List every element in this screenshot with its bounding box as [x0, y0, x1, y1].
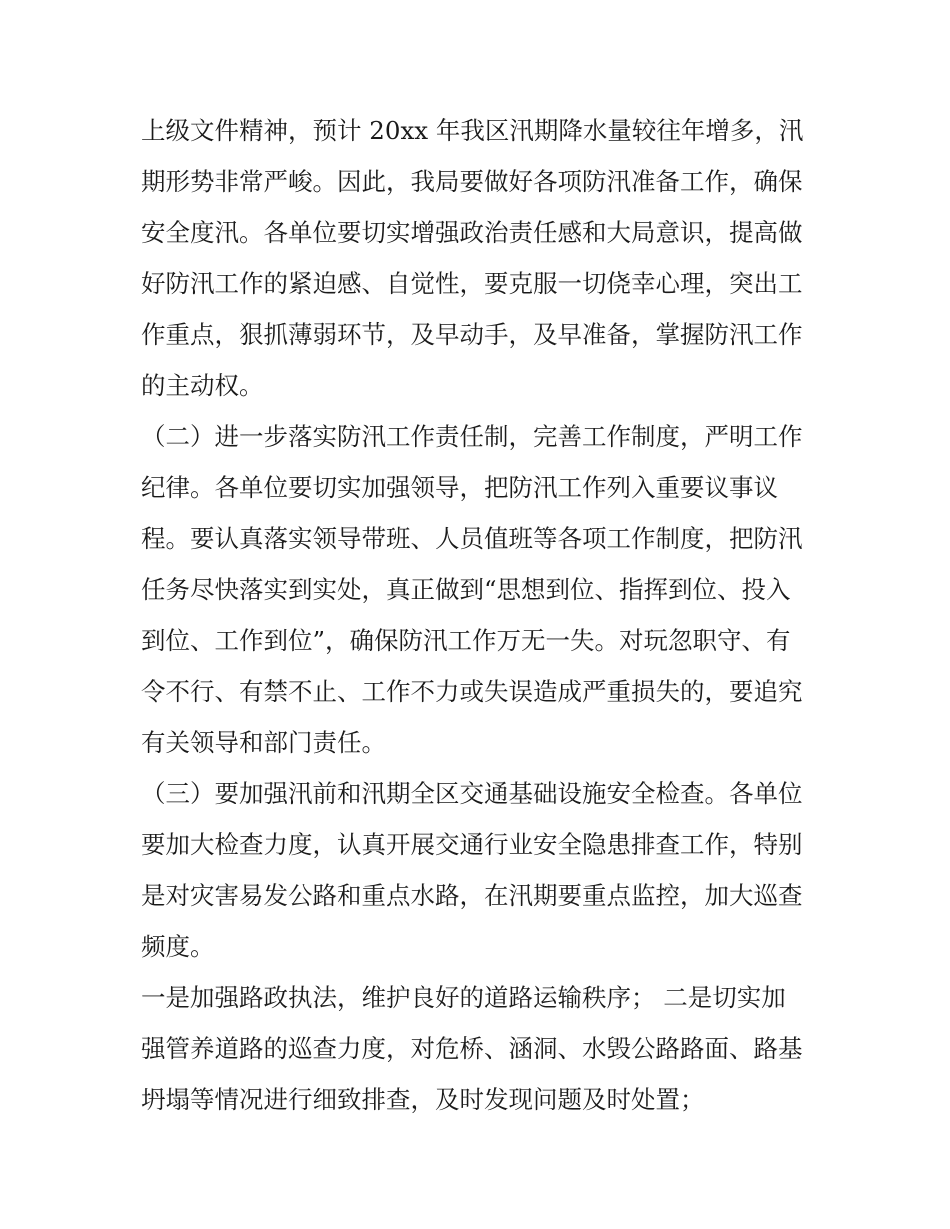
paragraph-4: [141, 972, 821, 1125]
text-line: 频度。: [141, 932, 215, 961]
text-line: 上级文件精神，预计 20xx 年我区汛期降水量较往年增多，汛: [141, 116, 804, 145]
text-line: 到位、工作到位”，确保防汛工作万无一失。对玩忽职守、有: [141, 626, 791, 655]
text-line: 纪律。各单位要切实加强领导，把防汛工作列入重要议事议: [141, 473, 778, 502]
text-line: 作重点，狠抓薄弱环节，及早动手，及早准备，掌握防汛工作: [141, 320, 803, 349]
text-line: 好防汛工作的紧迫感、自觉性，要克服一切侥幸心理，突出工: [141, 269, 803, 298]
text-line: 安全度汛。各单位要切实增强政治责任感和大局意识，提高做: [141, 218, 803, 247]
text-line: 强管养道路的巡查力度，对危桥、涵洞、水毁公路路面、路基: [141, 1034, 803, 1063]
text-line: （三）要加强汛前和汛期全区交通基础设施安全检查。各单位: [141, 779, 803, 808]
paragraph-3: [141, 768, 821, 972]
paragraph-1: [141, 105, 821, 411]
text-line: 令不行、有禁不止、工作不力或失误造成严重损失的，要追究: [141, 677, 803, 706]
text-line: 期形势非常严峻。因此，我局要做好各项防汛准备工作，确保: [141, 167, 803, 196]
text-line: 程。要认真落实领导带班、人员值班等各项工作制度，把防汛: [141, 524, 803, 553]
text-line: （二）进一步落实防汛工作责任制，完善工作制度，严明工作: [141, 422, 803, 451]
paragraph-2: [141, 411, 821, 768]
text-line: 的主动权。: [141, 371, 264, 400]
text-line: 有关领导和部门责任。: [141, 728, 386, 757]
text-line: 要加大检查力度，认真开展交通行业安全隐患排查工作，特别: [141, 830, 803, 859]
text-line: 是对灾害易发公路和重点水路，在汛期要重点监控，加大巡查: [141, 881, 803, 910]
text-line: 一是加强路政执法，维护良好的道路运输秩序； 二是切实加: [141, 983, 786, 1012]
document-body: [141, 105, 821, 1125]
text-line: 坍塌等情况进行细致排查，及时发现问题及时处置；: [141, 1085, 705, 1114]
text-line: 任务尽快落实到实处，真正做到“思想到位、指挥到位、投入: [141, 575, 791, 604]
